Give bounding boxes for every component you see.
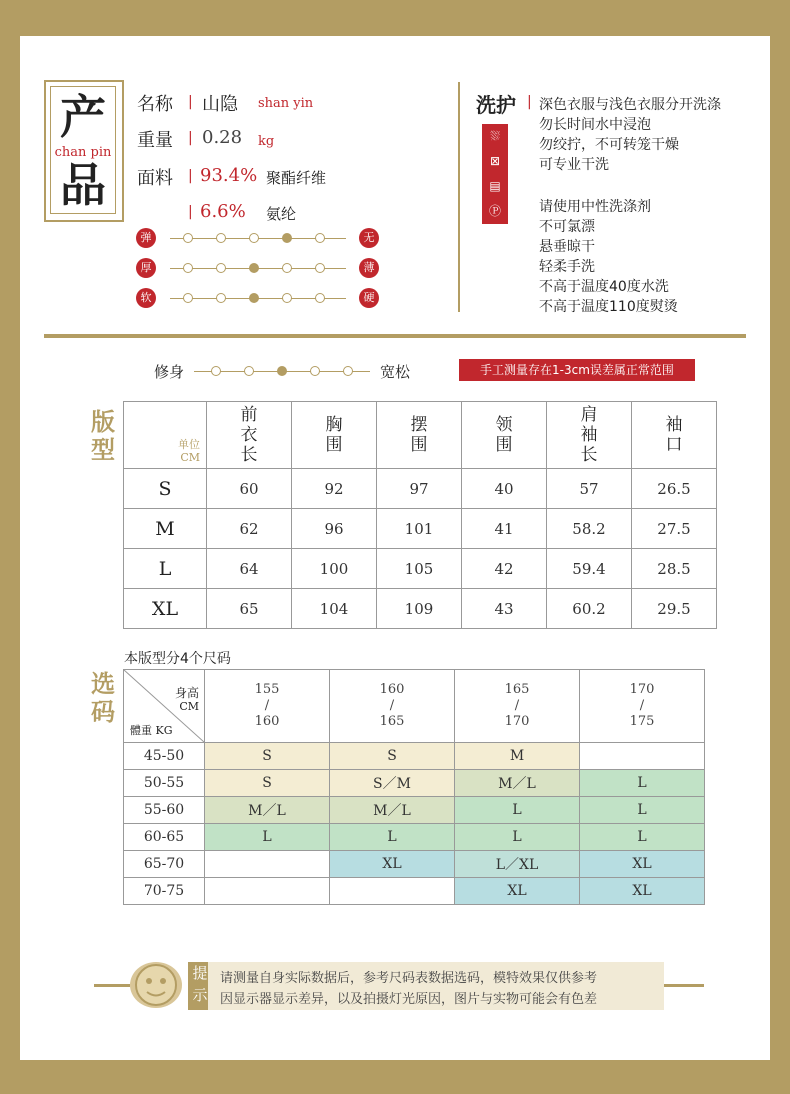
- select-corner-cell: [124, 670, 205, 743]
- size-value: 92: [292, 469, 377, 509]
- notice-box: [208, 962, 664, 1010]
- property-left-tag: 软: [136, 288, 156, 308]
- weight-range: 45-50: [124, 743, 205, 770]
- weight-range: 55-60: [124, 797, 205, 824]
- height-unit: CM: [179, 700, 199, 713]
- size-value: 58.2: [547, 509, 632, 549]
- size-recommendation: L: [205, 824, 330, 851]
- care-line: 不可氯漂: [539, 219, 595, 235]
- select-row: [124, 851, 705, 878]
- size-value: 65: [207, 589, 292, 629]
- property-scale-dot: [282, 233, 292, 243]
- separator: |: [188, 130, 193, 146]
- select-row: [124, 824, 705, 851]
- fit-right-label: 宽松: [380, 363, 411, 381]
- separator: |: [188, 94, 193, 110]
- separator: |: [527, 94, 532, 110]
- separator: |: [188, 204, 193, 220]
- care-icons: [482, 124, 508, 224]
- care-line: 不高于温度110度熨烫: [539, 299, 678, 315]
- select-table-title: 选 码: [91, 670, 115, 726]
- property-scale-dot: [216, 293, 226, 303]
- height-header: 170 / 175: [580, 670, 705, 743]
- size-recommendation: S: [205, 770, 330, 797]
- care-line: 悬垂晾干: [539, 239, 595, 255]
- property-right-tag: 无: [359, 228, 379, 248]
- weight-range: 60-65: [124, 824, 205, 851]
- size-recommendation: L: [580, 770, 705, 797]
- size-value: 100: [292, 549, 377, 589]
- size-recommendation: XL: [455, 878, 580, 905]
- size-recommendation: M: [455, 743, 580, 770]
- seal-pinyin: chan pin: [54, 145, 112, 160]
- size-value: 29.5: [632, 589, 717, 629]
- size-recommendation: [205, 851, 330, 878]
- name-value: 山隐: [202, 94, 238, 115]
- property-left-tag: 厚: [136, 258, 156, 278]
- section-divider: [44, 334, 746, 338]
- property-scale-dot: [315, 263, 325, 273]
- size-recommendation: S: [205, 743, 330, 770]
- size-value: 97: [377, 469, 462, 509]
- size-value: 64: [207, 549, 292, 589]
- name-label: 名称: [137, 94, 173, 115]
- size-table: [123, 401, 717, 629]
- property-left-tag: 弹: [136, 228, 156, 248]
- size-recommendation: L: [580, 824, 705, 851]
- size-value: 109: [377, 589, 462, 629]
- care-line: 不高于温度40度水洗: [539, 279, 669, 295]
- size-label: M: [124, 509, 207, 549]
- property-scale-dot: [282, 293, 292, 303]
- lion-emblem-icon: [130, 962, 182, 1008]
- care-line: 请使用中性洗涤剂: [539, 199, 651, 215]
- property-scale-dot: [249, 263, 259, 273]
- size-value: 96: [292, 509, 377, 549]
- fabric1-percent: 93.4%: [200, 165, 258, 186]
- name-pinyin: shan yin: [258, 96, 314, 111]
- select-row: [124, 770, 705, 797]
- size-value: 43: [462, 589, 547, 629]
- care-line: 勿绞拧，不可转笼干燥: [539, 137, 679, 153]
- size-row: [124, 589, 717, 629]
- size-value: 26.5: [632, 469, 717, 509]
- product-seal: [44, 80, 124, 222]
- unit-label: 单位: [178, 438, 200, 451]
- size-recommendation: L: [580, 797, 705, 824]
- property-scale-dot: [315, 233, 325, 243]
- fit-scale-dot: [310, 366, 320, 376]
- height-header: 155 / 160: [205, 670, 330, 743]
- select-row: [124, 797, 705, 824]
- vertical-divider: [458, 82, 460, 312]
- property-scale-dot: [315, 293, 325, 303]
- care-line: 深色衣服与浅色衣服分开洗涤: [539, 97, 721, 113]
- size-recommendation: M／L: [455, 770, 580, 797]
- weight-range: 65-70: [124, 851, 205, 878]
- size-recommendation: L: [455, 824, 580, 851]
- property-right-tag: 薄: [359, 258, 379, 278]
- fabric-label: 面料: [137, 168, 173, 189]
- height-label: 身高: [174, 686, 199, 700]
- weight-range: 50-55: [124, 770, 205, 797]
- care-title: 洗护: [476, 93, 516, 117]
- height-header: 165 / 170: [455, 670, 580, 743]
- fit-scale-dot: [277, 366, 287, 376]
- size-header: 肩 袖 长: [547, 402, 632, 469]
- fabric2-percent: 6.6%: [200, 201, 246, 222]
- size-table-title: 版 型: [91, 408, 115, 464]
- fit-scale-dot: [343, 366, 353, 376]
- property-right-tag: 硬: [359, 288, 379, 308]
- size-label: S: [124, 469, 207, 509]
- size-value: 62: [207, 509, 292, 549]
- property-scale-dot: [249, 293, 259, 303]
- size-header: 领 围: [462, 402, 547, 469]
- size-value: 60.2: [547, 589, 632, 629]
- size-recommendation: XL: [580, 851, 705, 878]
- size-recommendation: M／L: [330, 797, 455, 824]
- size-recommendation: XL: [580, 878, 705, 905]
- notice-tag: 提 示: [188, 962, 212, 1010]
- property-scale-dot: [282, 263, 292, 273]
- size-recommendation: M／L: [205, 797, 330, 824]
- fabric2-name: 氨纶: [266, 205, 297, 223]
- size-recommendation: L: [330, 824, 455, 851]
- weight-unit: kg: [258, 134, 275, 149]
- wash-icon: ⛆: [490, 129, 500, 143]
- notice-line-left: [94, 984, 130, 987]
- size-recommendation: S／M: [330, 770, 455, 797]
- size-header: 袖 口: [632, 402, 717, 469]
- notice-line1: 请测量自身实际数据后，参考尺码表数据选码，模特效果仅供参考: [220, 971, 598, 986]
- separator: |: [188, 168, 193, 184]
- fit-scale-dot: [244, 366, 254, 376]
- dry-clean-icon: Ⓟ: [488, 204, 501, 218]
- property-scale-dot: [216, 233, 226, 243]
- weight-label: 重量: [137, 130, 173, 151]
- size-row: [124, 509, 717, 549]
- select-table: [123, 669, 705, 905]
- select-caption: 本版型分4个尺码: [124, 651, 231, 667]
- size-row: [124, 549, 717, 589]
- seal-top-char: 产: [60, 90, 106, 144]
- size-label: L: [124, 549, 207, 589]
- size-value: 41: [462, 509, 547, 549]
- weight-value: 0.28: [202, 127, 243, 148]
- size-value: 57: [547, 469, 632, 509]
- unit-cell: [124, 402, 207, 469]
- property-scale-dot: [183, 263, 193, 273]
- page: [20, 36, 770, 1060]
- size-row: [124, 469, 717, 509]
- size-recommendation: L: [455, 797, 580, 824]
- care-line: 勿长时间水中浸泡: [539, 117, 651, 133]
- size-value: 28.5: [632, 549, 717, 589]
- size-value: 40: [462, 469, 547, 509]
- select-row: [124, 878, 705, 905]
- size-recommendation: S: [330, 743, 455, 770]
- fit-scale-dot: [211, 366, 221, 376]
- size-value: 105: [377, 549, 462, 589]
- property-scale-dot: [183, 293, 193, 303]
- property-scale-dot: [249, 233, 259, 243]
- notice-line-right: [664, 984, 704, 987]
- size-value: 104: [292, 589, 377, 629]
- size-header: 前 衣 长: [207, 402, 292, 469]
- size-value: 60: [207, 469, 292, 509]
- unit-value: CM: [180, 451, 200, 464]
- size-header: 摆 围: [377, 402, 462, 469]
- weight-unit: KG: [155, 724, 173, 737]
- size-value: 101: [377, 509, 462, 549]
- select-row: [124, 743, 705, 770]
- fit-left-label: 修身: [154, 363, 185, 381]
- no-bleach-icon: ⊠: [489, 154, 501, 168]
- size-value: 59.4: [547, 549, 632, 589]
- size-recommendation: [205, 878, 330, 905]
- care-line: 可专业干洗: [539, 157, 609, 173]
- property-scale-dot: [183, 233, 193, 243]
- size-recommendation: [330, 878, 455, 905]
- size-header: 胸 围: [292, 402, 377, 469]
- size-recommendation: XL: [330, 851, 455, 878]
- fabric1-name: 聚酯纤维: [266, 169, 327, 187]
- size-value: 27.5: [632, 509, 717, 549]
- size-label: XL: [124, 589, 207, 629]
- property-scale-dot: [216, 263, 226, 273]
- hang-dry-icon: ▤: [489, 179, 501, 193]
- weight-label: 體重 KG: [130, 724, 173, 737]
- measurement-note: 手工测量存在1-3cm误差属正常范围: [459, 359, 695, 381]
- notice-line2: 因显示器显示差异，以及拍摄灯光原因，图片与实物可能会有色差: [220, 992, 598, 1007]
- care-line: 轻柔手洗: [539, 259, 595, 275]
- weight-range: 70-75: [124, 878, 205, 905]
- size-value: 42: [462, 549, 547, 589]
- height-header: 160 / 165: [330, 670, 455, 743]
- size-recommendation: [580, 743, 705, 770]
- seal-bottom-char: 品: [60, 158, 106, 212]
- size-recommendation: L／XL: [455, 851, 580, 878]
